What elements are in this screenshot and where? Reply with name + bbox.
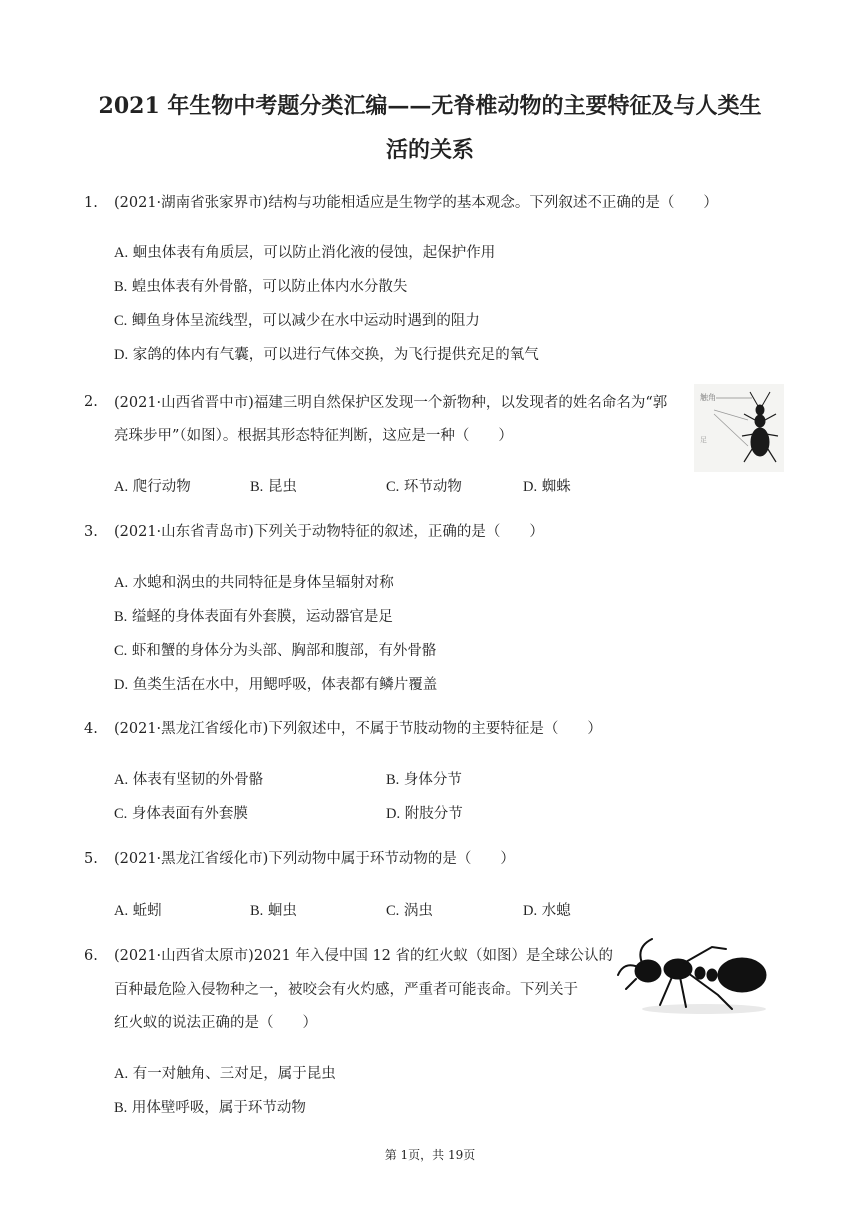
question-5-number: 5.: [84, 851, 98, 867]
question-5-option-a: A. 蚯蚓: [114, 903, 162, 919]
question-5-stem: (2021·黑龙江省绥化市)下列动物中属于环节动物的是（ ）: [114, 851, 515, 867]
svg-text:足: 足: [700, 436, 707, 444]
question-5-option-d: D. 水螅: [523, 903, 571, 919]
question-2-option-c: C. 环节动物: [386, 479, 462, 495]
question-4-stem: (2021·黑龙江省绥化市)下列叙述中，不属于节肢动物的主要特征是（ ）: [114, 721, 602, 737]
question-6-number: 6.: [84, 948, 98, 964]
question-6-stem-line-1: (2021·山西省太原市)2021 年入侵中国 12 省的红火蚁（如图）是全球公认的: [114, 948, 614, 964]
question-5-option-b: B. 蛔虫: [250, 903, 297, 919]
title-line-2: 活的关系: [385, 137, 474, 163]
question-1-option-b: B. 蝗虫体表有外骨骼，可以防止体内水分散失: [114, 279, 408, 295]
question-1-option-d: D. 家鸽的体内有气囊，可以进行气体交换，为飞行提供充足的氧气: [114, 347, 539, 363]
question-6-option-b: B. 用体壁呼吸，属于环节动物: [114, 1100, 306, 1116]
question-2-option-a: A. 爬行动物: [114, 479, 191, 495]
question-3-option-b: B. 缢蛏的身体表面有外套膜，运动器官是足: [114, 609, 393, 625]
question-4-number: 4.: [84, 721, 98, 737]
question-2-option-b: B. 昆虫: [250, 479, 297, 495]
question-1-option-a: A. 蛔虫体表有角质层，可以防止消化液的侵蚀，起保护作用: [114, 245, 496, 261]
question-2-stem-line-2: 亮珠步甲”（如图）。根据其形态特征判断，这应是一种（ ）: [114, 428, 513, 444]
question-1-stem: (2021·湖南省张家界市)结构与功能相适应是生物学的基本观念。下列叙述不正确的是（ ）: [114, 195, 718, 211]
question-2-number: 2.: [84, 394, 98, 410]
fire-ant-figure: [614, 935, 774, 1021]
question-4-option-a: A. 体表有坚韧的外骨骼: [114, 772, 264, 788]
title-line-1: 2021 年生物中考题分类汇编——无脊椎动物的主要特征及与人类生: [98, 93, 762, 119]
question-4-option-d: D. 附肢分节: [386, 806, 463, 822]
antenna-label: 触角: [700, 393, 716, 402]
beetle-figure: [694, 384, 784, 472]
question-2-stem-line-1: (2021·山西省晋中市)福建三明自然保护区发现一个新物种，以发现者的姓名命名为“郭: [114, 395, 668, 411]
page-footer: 第 1页，共 19页: [384, 1148, 476, 1162]
question-6-stem-line-3: 红火蚁的说法正确的是（ ）: [114, 1015, 317, 1031]
question-4-option-b: B. 身体分节: [386, 772, 462, 788]
question-4-option-c: C. 身体表面有外套膜: [114, 806, 248, 822]
question-1-number: 1.: [84, 195, 98, 211]
question-6-stem-line-2: 百种最危险入侵物种之一，被咬会有火灼感，严重者可能丧命。下列关于: [114, 982, 578, 998]
question-2-option-d: D. 蜘蛛: [523, 479, 571, 495]
question-3-option-c: C. 虾和蟹的身体分为头部、胸部和腹部，有外骨骼: [114, 643, 437, 659]
question-5-option-c: C. 涡虫: [386, 903, 433, 919]
question-3-number: 3.: [84, 524, 98, 540]
question-6-option-a: A. 有一对触角、三对足，属于昆虫: [114, 1066, 336, 1082]
question-3-option-d: D. 鱼类生活在水中，用鳃呼吸，体表都有鳞片覆盖: [114, 677, 438, 693]
question-3-stem: (2021·山东省青岛市)下列关于动物特征的叙述，正确的是（ ）: [114, 524, 544, 540]
question-3-option-a: A. 水螅和涡虫的共同特征是身体呈辐射对称: [114, 575, 394, 591]
question-1-option-c: C. 鲫鱼身体呈流线型，可以减少在水中运动时遇到的阻力: [114, 313, 480, 329]
